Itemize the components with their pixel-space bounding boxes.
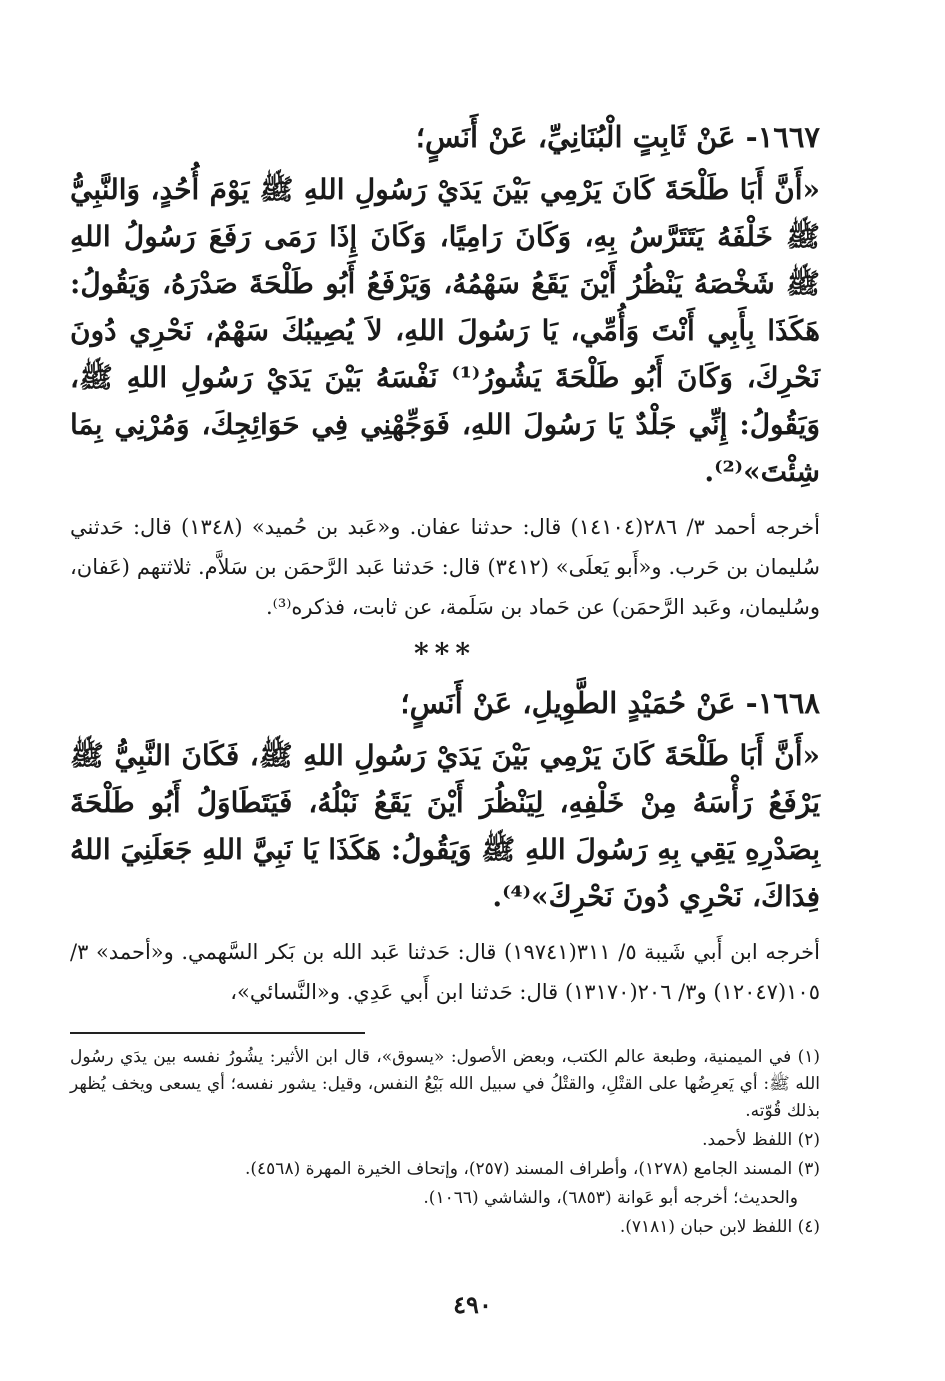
hadith-1667-takhrij: أخرجه أحمد ٣/ ٢٨٦(١٤١٠٤) قال: حدثنا عفان. و«عَبد بن حُميد» (١٣٤٨) قال: حَدثني سُليمان بن حَرب. و«أَبو يَعلَى» (٣٤١٢) قال: حَدثنا عَبد الرَّحمَن بن سَلاَّم. ثلاثتهم (عَفان، وسُليمان، وعَبد الرَّحمَن) عن حَماد بن سَلَمة، عن ثابت، فذكره⁽³⁾. — [70, 515, 820, 619]
footnote-1: (١) في الميمنية، وطبعة عالم الكتب، وبعض الأصول: «يسوق»، قال ابن الأثير: يشُورُ نفسه بين يدَي رسُول الله ﷺ: أي يَعرِضُها على القتْلِ، والقتْلُ في سبيل الله بَيْعُ النفس، وقيل: يشور نفسه؛ أي يسعى ويخف يُظهر بذلك قُوّته. — [70, 1047, 820, 1121]
hadith-1667-heading: ١٦٦٧- عَنْ ثَابِتٍ الْبُنَانِيِّ، عَنْ أَنَسٍ؛ — [415, 120, 820, 154]
hadith-1668-text: «أَنَّ أَبَا طَلْحَةَ كَانَ يَرْمِي بَيْنَ يَدَيْ رَسُولِ اللهِ ﷺ، فَكَانَ النَّبِيُّ ﷺ يَرْفَعُ رَأْسَهُ مِنْ خَلْفِهِ، لِيَنْظُرَ أَيْنَ يَقَعُ نَبْلُهُ، فَيَتَطَاوَلُ أَبُو طَلْحَةَ بِصَدْرِهِ يَقِي بِهِ رَسُولَ اللهِ ﷺ وَيَقُولُ: هَكَذَا يَا نَبِيَّ اللهِ جَعَلَنِيَ اللهُ فِدَاكَ، نَحْرِي دُونَ نَحْرِكَ»⁽⁴⁾. — [70, 739, 820, 913]
hadith-1667 — [70, 112, 820, 627]
footnote-3-continuation: والحديث؛ أخرجه أبو عَوانة (٦٨٥٣)، والشاشي (١٠٦٦). — [423, 1188, 798, 1208]
hadith-1668-takhrij: أخرجه ابن أَبي شَيبة ٥/ ٣١١(١٩٧٤١) قال: حَدثنا عَبد الله بن بَكر السَّهمي. و«أحمد» ٣/ ١٠٥(١٢٠٤٧) و٣/ ٢٠٦(١٣١٧٠) قال: حَدثنا ابن أَبي عَدِي. و«النَّسائي»، — [70, 940, 820, 1004]
hadith-1668-heading: ١٦٦٨- عَنْ حُمَيْدٍ الطَّوِيلِ، عَنْ أَنَسٍ؛ — [400, 686, 820, 720]
footnote-3: (٣) المسند الجامع (١٢٧٨)، وأطراف المسند (٢٥٧)، وإتحاف الخيرة المهرة (٤٥٦٨). — [245, 1159, 820, 1179]
footnote-4: (٤) اللفظ لابن حبان (٧١٨١). — [619, 1217, 820, 1237]
footnote-2: (٢) اللفظ لأحمد. — [702, 1130, 820, 1150]
page-number: ٤٩٠ — [453, 1290, 492, 1319]
page-body — [70, 112, 820, 1243]
footnote-divider — [70, 1032, 365, 1034]
section-separator: *** — [414, 637, 476, 670]
hadith-1667-text: «أَنَّ أَبَا طَلْحَةَ كَانَ يَرْمِي بَيْنَ يَدَيْ رَسُولِ اللهِ ﷺ يَوْمَ أُحُدٍ، وَالنَّبِيُّ ﷺ خَلْفَهُ يَتَتَرَّسُ بِهِ، وَكَانَ رَامِيًا، وَكَانَ إِذَا رَمَى رَفَعَ رَسُولُ اللهِ ﷺ شَخْصَهُ يَنْظُرُ أَيْنَ يَقَعُ سَهْمُهُ، وَيَرْفَعُ أَبُو طَلْحَةَ صَدْرَهُ، وَيَقُولُ: هَكَذَا بِأَبِي أَنْتَ وَأُمِّي، يَا رَسُولَ اللهِ، لاَ يُصِيبُكَ سَهْمٌ، نَحْرِي دُونَ نَحْرِكَ، وَكَانَ أَبُو طَلْحَةَ يَشُورُ⁽¹⁾ نَفْسَهُ بَيْنَ يَدَيْ رَسُولِ اللهِ ﷺ، وَيَقُولُ: إِنِّي جَلْدٌ يَا رَسُولَ اللهِ، فَوَجِّهْنِي فِي حَوَائِجِكَ، وَمُرْنِي بِمَا شِئْتَ»⁽²⁾. — [70, 173, 820, 488]
hadith-1668 — [70, 678, 820, 1012]
footnotes — [70, 1044, 820, 1241]
